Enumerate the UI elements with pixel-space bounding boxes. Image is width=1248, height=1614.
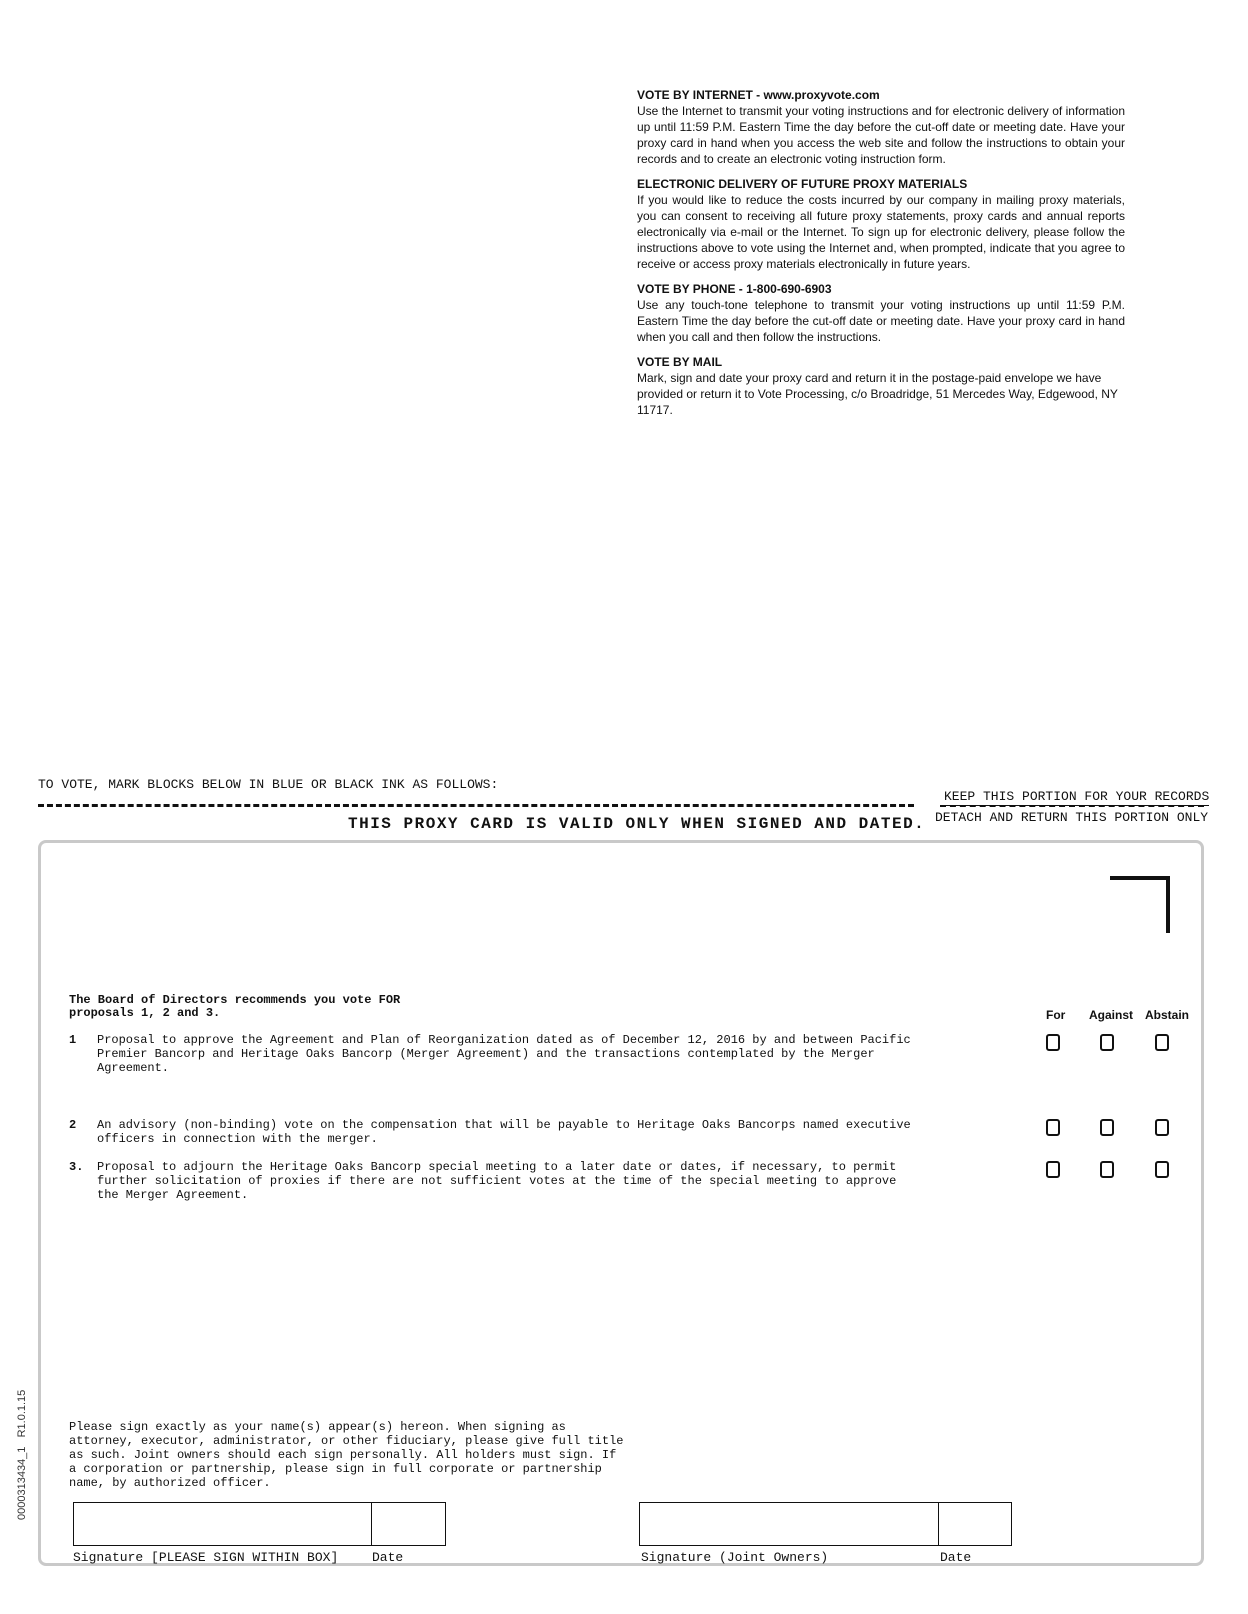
column-abstain: Abstain bbox=[1145, 1008, 1190, 1022]
date-label: Date bbox=[372, 1550, 404, 1565]
proposal-1-for-checkbox[interactable] bbox=[1046, 1034, 1060, 1051]
signature-box[interactable] bbox=[73, 1502, 372, 1546]
joint-date-box[interactable] bbox=[938, 1502, 1012, 1546]
column-for: For bbox=[1046, 1008, 1066, 1022]
phone-heading: VOTE BY PHONE - 1-800-690-6903 bbox=[637, 282, 832, 296]
mail-heading: VOTE BY MAIL bbox=[637, 355, 723, 369]
date-box[interactable] bbox=[371, 1502, 446, 1546]
board-recommendation: The Board of Directors recommends you vote FOR proposals 1, 2 and 3. bbox=[69, 993, 401, 1020]
column-against: Against bbox=[1089, 1008, 1134, 1022]
internet-text: Use the Internet to transmit your voting instructions and for electronic delivery of information up until 11:59 P.M. Eastern Time the day before the cut-off date or meeting date. Have your proxy card in hand when you access the web site and follow the instructions to obtain your records and to create an electronic voting instruction form. bbox=[637, 104, 1125, 166]
proposal-1-abstain-checkbox[interactable] bbox=[1155, 1034, 1169, 1051]
phone-section bbox=[637, 282, 1125, 345]
detach-portion-label: DETACH AND RETURN THIS PORTION ONLY bbox=[935, 810, 1209, 825]
proposal-2-against-checkbox[interactable] bbox=[1100, 1119, 1114, 1136]
voting-instructions bbox=[637, 88, 1125, 428]
joint-signature-box[interactable] bbox=[639, 1502, 939, 1546]
sign-instructions: Please sign exactly as your name(s) appear(s) hereon. When signing as attorney, executor, administrator, or other fiduciary, please give full title as such. Joint owners should each sign personally. All holders must sign. If a corporation or partnership, please sign in full corporate or partnership name, by authorized officer. bbox=[69, 1420, 624, 1490]
mark-instructions: TO VOTE, MARK BLOCKS BELOW IN BLUE OR BLACK INK AS FOLLOWS: bbox=[38, 777, 499, 792]
proposal-2-abstain-checkbox[interactable] bbox=[1155, 1119, 1169, 1136]
signature-label: Signature [PLEASE SIGN WITHIN BOX] bbox=[73, 1550, 339, 1565]
joint-signature-label: Signature (Joint Owners) bbox=[641, 1550, 829, 1565]
valid-notice: THIS PROXY CARD IS VALID ONLY WHEN SIGNED AND DATED. bbox=[348, 815, 926, 833]
electronic-delivery-section bbox=[637, 177, 1125, 272]
side-code: 0000313434_1 R1.0.1.15 bbox=[16, 1389, 28, 1520]
electronic-delivery-text: If you would like to reduce the costs incurred by our company in mailing proxy materials, you can consent to receiving all future proxy statements, proxy cards and annual reports electronically via e-mail or the Internet. To sign up for electronic delivery, please follow the instructions above to vote using the Internet and, when prompted, indicate that you agree to receive or access proxy materials electronically in future years. bbox=[637, 193, 1125, 271]
proposal-1-text: Proposal to approve the Agreement and Plan of Reorganization dated as of December 12, 2016 by and between Pacific Premier Bancorp and Heritage Oaks Bancorp (Merger Agreement) and the transactions contemplated by the Merger Agreement. bbox=[97, 1033, 911, 1075]
detach-line bbox=[38, 804, 914, 807]
proposal-3-against-checkbox[interactable] bbox=[1100, 1161, 1114, 1178]
proposal-3-number: 3. bbox=[69, 1160, 84, 1174]
proposal-1-against-checkbox[interactable] bbox=[1100, 1034, 1114, 1051]
proposal-3-for-checkbox[interactable] bbox=[1046, 1161, 1060, 1178]
mail-text: Mark, sign and date your proxy card and return it in the postage-paid envelope we have provided or return it to Vote Processing, c/o Broadridge, 51 Mercedes Way, Edgewood, NY 11717. bbox=[637, 371, 1118, 417]
proposal-2-number: 2 bbox=[69, 1118, 77, 1132]
proposal-1-number: 1 bbox=[69, 1033, 77, 1047]
electronic-delivery-heading: ELECTRONIC DELIVERY OF FUTURE PROXY MATERIALS bbox=[637, 177, 968, 191]
corner-mark bbox=[1110, 876, 1170, 933]
phone-text: Use any touch-tone telephone to transmit your voting instructions up until 11:59 P.M. Eastern Time the day before the cut-off date or meeting date. Have your proxy card in hand when you call and then follow the instructions. bbox=[637, 298, 1125, 344]
mail-section bbox=[637, 355, 1125, 418]
internet-heading: VOTE BY INTERNET - www.proxyvote.com bbox=[637, 88, 880, 102]
keep-portion-label: KEEP THIS PORTION FOR YOUR RECORDS bbox=[944, 789, 1210, 804]
joint-date-label: Date bbox=[940, 1550, 972, 1565]
proposal-2-text: An advisory (non-binding) vote on the compensation that will be payable to Heritage Oaks Bancorps named executive officers in connection with the merger. bbox=[97, 1118, 911, 1146]
proposal-3-abstain-checkbox[interactable] bbox=[1155, 1161, 1169, 1178]
proposal-3-text: Proposal to adjourn the Heritage Oaks Bancorp special meeting to a later date or dates, if necessary, to permit further solicitation of proxies if there are not sufficient votes at the time of the special meeting to approve the Merger Agreement. bbox=[97, 1160, 897, 1202]
internet-section bbox=[637, 88, 1125, 167]
detach-line-right bbox=[940, 805, 1204, 807]
proposal-2-for-checkbox[interactable] bbox=[1046, 1119, 1060, 1136]
